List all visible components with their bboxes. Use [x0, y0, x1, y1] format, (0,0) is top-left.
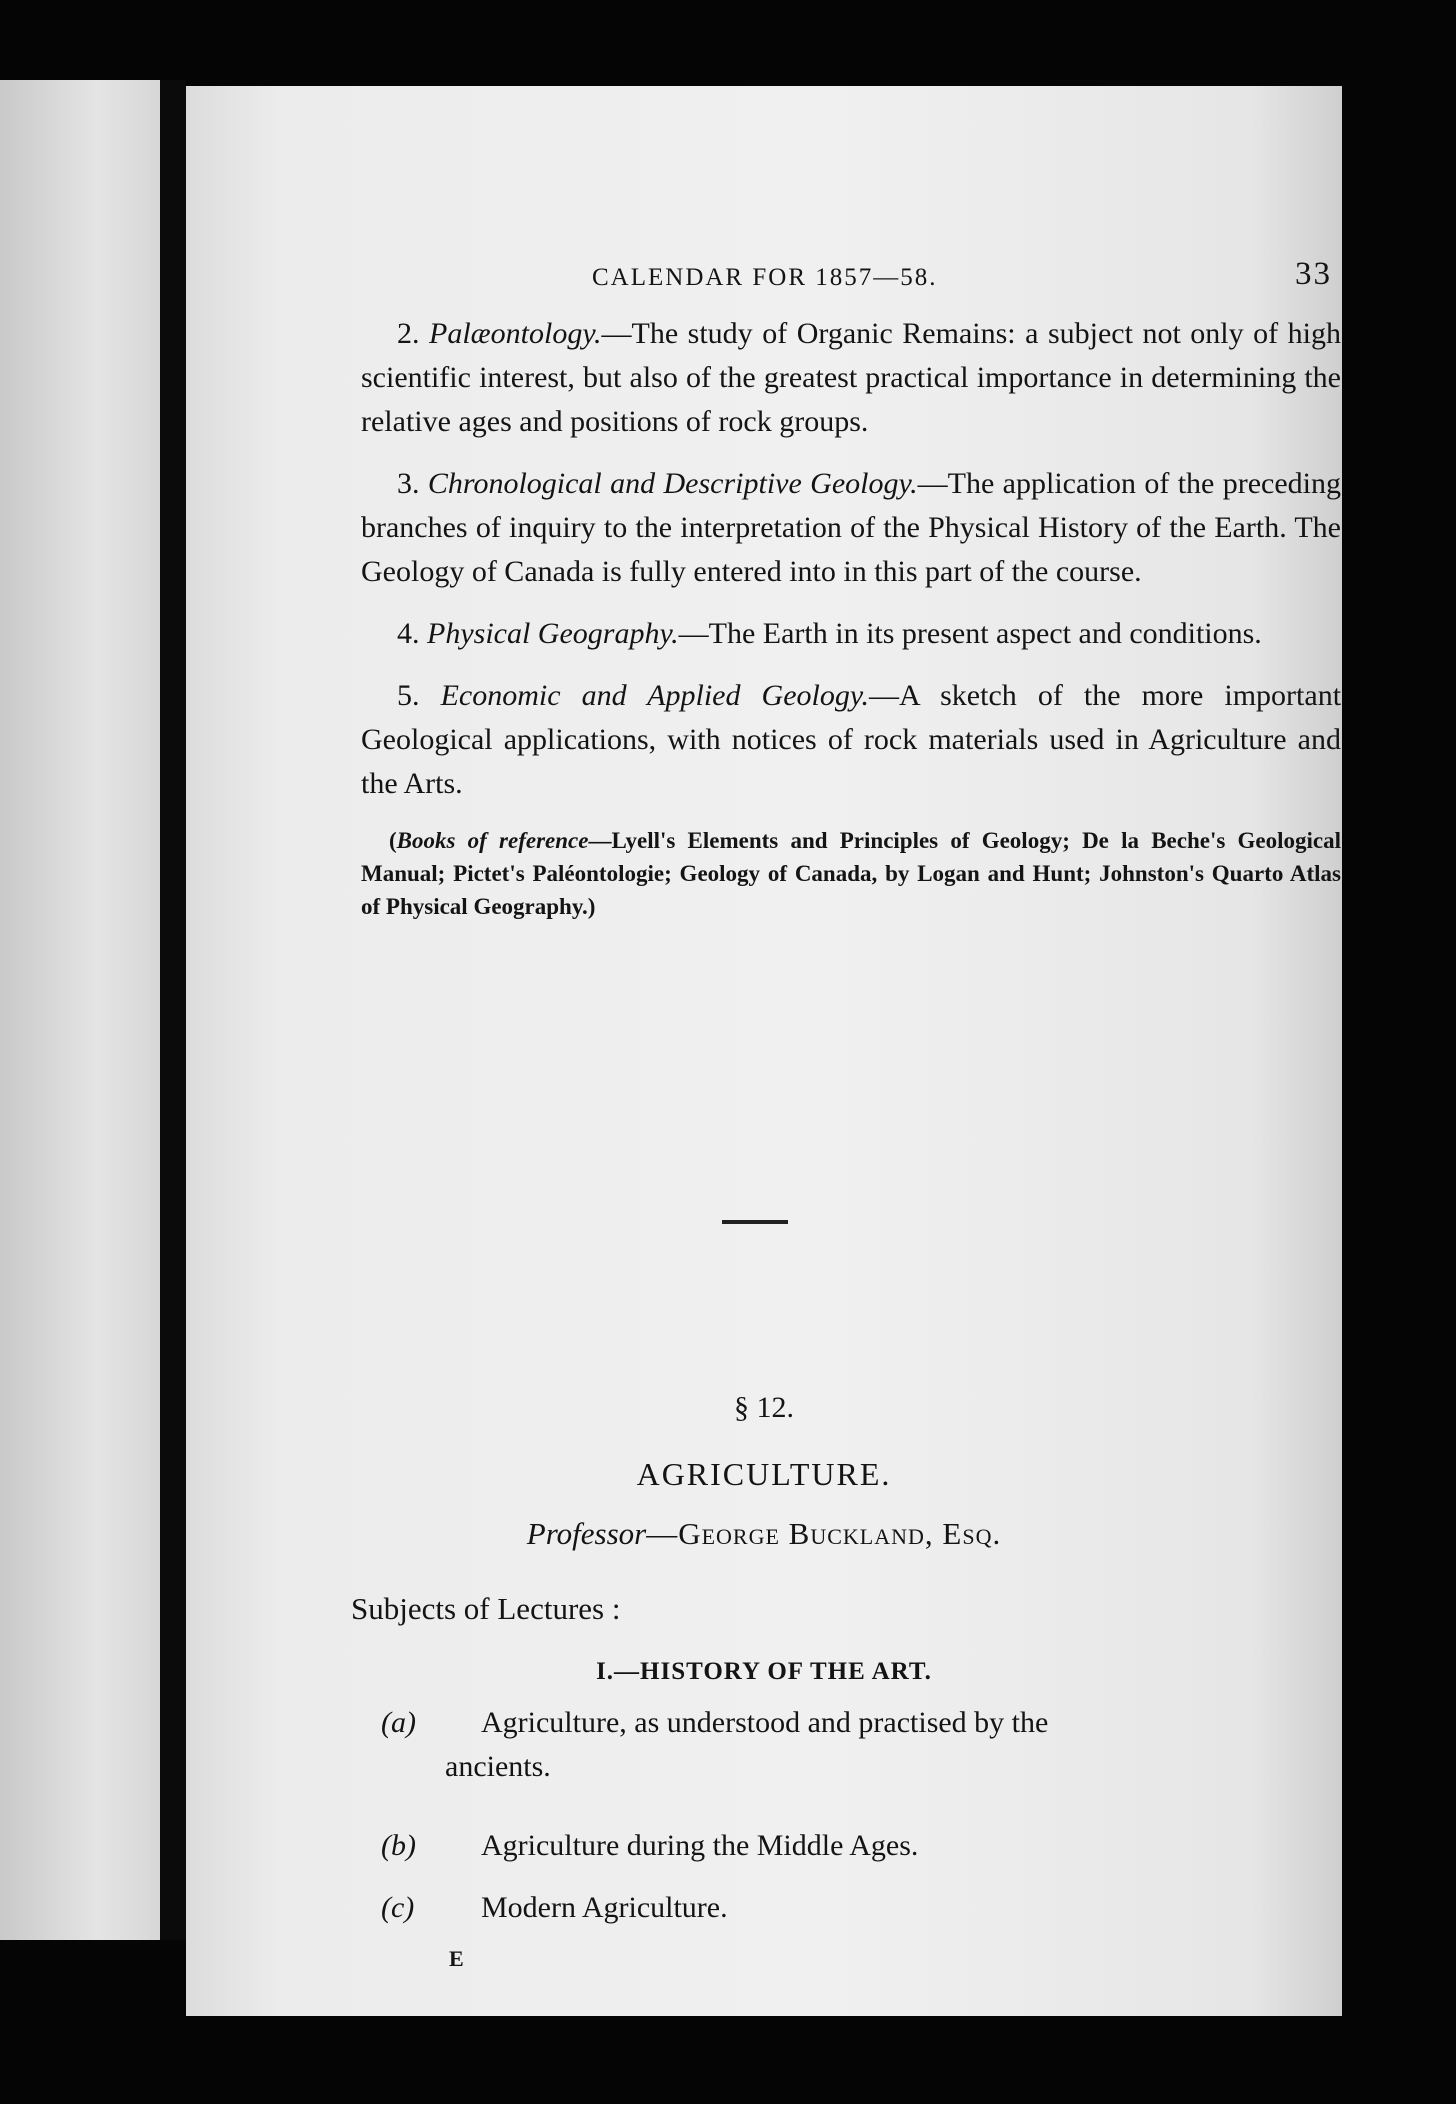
ref-open-paren: (: [389, 828, 397, 853]
ref-text: —Lyell's Elements and Principles of Geology; De la Beche's Geological Manual; Pictet's Paléontologie; Geology of Canada, by Logan and Hunt; Johnston's Quarto Atlas of Physical Geography.): [361, 828, 1341, 919]
item-label: (c): [381, 1891, 415, 1924]
signature-mark: E: [449, 1946, 464, 1971]
professor-label: Professor: [526, 1516, 647, 1551]
ref-label: Books of reference: [396, 828, 589, 853]
geology-subjects: [361, 312, 1341, 923]
paragraph-economic-geology: [361, 674, 1341, 806]
section-divider: [722, 1220, 788, 1224]
page-number: 33: [1295, 256, 1332, 292]
paragraph-text: —A sketch of the more important Geological applications, with notices of rock materials used in Agriculture and the Arts.: [361, 679, 1342, 800]
history-heading: I.—HISTORY OF THE ART.: [596, 1658, 932, 1685]
item-label: (a): [381, 1706, 416, 1739]
professor-line: [186, 1516, 1342, 1552]
paragraph-title: Physical Geography.: [427, 617, 679, 650]
item-text: Agriculture, as understood and practised by the: [481, 1706, 1049, 1739]
item-text-continued: ancients.: [445, 1750, 551, 1783]
book-spine: [160, 80, 186, 1940]
paragraph-title: Palæontology.: [429, 317, 602, 350]
professor-name: —George Buckland, Esq.: [646, 1516, 1002, 1551]
books-of-reference: [361, 824, 1341, 923]
paragraph-number: 4.: [397, 617, 420, 650]
paragraph-chronological-geology: [361, 462, 1341, 594]
item-text: Modern Agriculture.: [481, 1891, 728, 1924]
list-item: [381, 1701, 1241, 1789]
left-page-edge: [0, 80, 162, 1940]
section-title: AGRICULTURE.: [636, 1456, 892, 1492]
paragraph-physical-geography: [361, 612, 1341, 656]
paragraph-palaeontology: [361, 312, 1341, 444]
paragraph-title: Chronological and Descriptive Geology.: [427, 467, 918, 500]
running-head: CALENDAR FOR 1857—58.: [592, 264, 938, 291]
paragraph-number: 5.: [397, 679, 420, 712]
paragraph-number: 3.: [397, 467, 420, 500]
book-page: [186, 86, 1342, 2016]
paragraph-text: —The application of the preceding branches of inquiry to the interpretation of the Physical History of the Earth. The Geology of Canada is fully entered into in this part of the course.: [361, 467, 1341, 588]
item-text: Agriculture during the Middle Ages.: [481, 1829, 919, 1862]
section-number: § 12.: [734, 1391, 794, 1424]
subjects-heading: Subjects of Lectures :: [351, 1591, 621, 1626]
item-label: (b): [381, 1829, 416, 1862]
paragraph-text: —The study of Organic Remains: a subject not only of high scientific interest, but also of the greatest practical importance in determining the relative ages and positions of rock groups.: [361, 317, 1341, 438]
paragraph-title: Economic and Applied Geology.: [440, 679, 870, 712]
paragraph-number: 2.: [397, 317, 420, 350]
list-item: [381, 1886, 1241, 1930]
list-item: [381, 1824, 1241, 1868]
paragraph-text: —The Earth in its present aspect and conditions.: [678, 617, 1262, 650]
